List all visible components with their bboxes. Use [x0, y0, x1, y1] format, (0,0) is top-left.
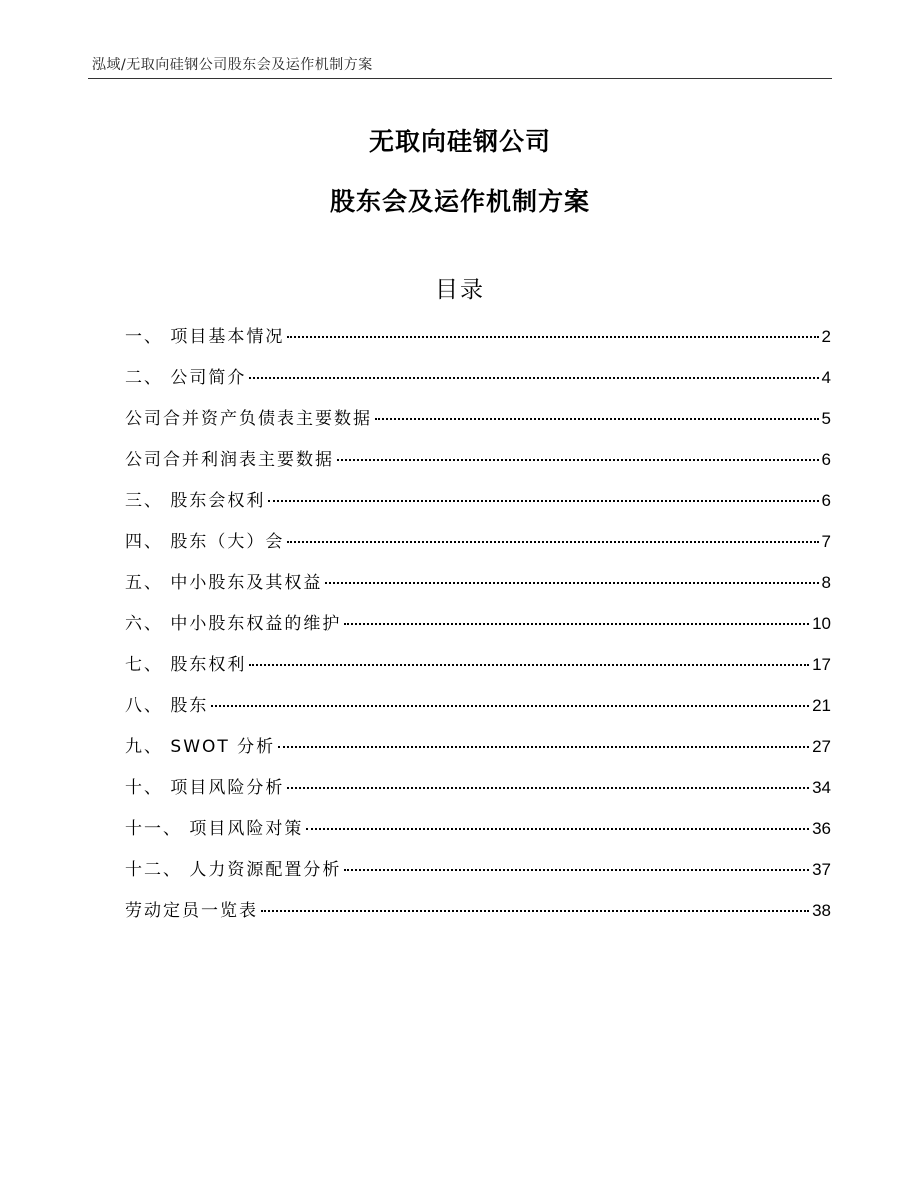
toc-entry-page: 4	[821, 368, 831, 387]
toc-entry[interactable]	[125, 814, 831, 855]
table-of-contents	[125, 322, 831, 937]
toc-dot-leader	[344, 869, 809, 871]
toc-dot-leader	[211, 705, 809, 707]
toc-entry-label: 六、 中小股东权益的维护	[125, 614, 342, 634]
toc-entry[interactable]	[125, 732, 831, 773]
toc-entry-label: 七、 股东权利	[125, 655, 247, 675]
toc-dot-leader	[268, 500, 818, 502]
toc-entry-label: 五、 中小股东及其权益	[125, 573, 323, 593]
toc-heading: 目录	[435, 277, 485, 303]
toc-entry[interactable]	[125, 445, 831, 486]
toc-dot-leader	[344, 623, 809, 625]
toc-entry-page: 6	[821, 450, 831, 469]
toc-entry-page: 7	[821, 532, 831, 551]
toc-entry-page: 10	[812, 614, 831, 633]
toc-entry-label: 三、 股东会权利	[125, 491, 266, 511]
toc-dot-leader	[287, 787, 809, 789]
toc-entry-page: 38	[812, 901, 831, 920]
toc-entry-label: 劳动定员一览表	[125, 901, 258, 921]
toc-dot-leader	[306, 828, 809, 830]
toc-entry-page: 8	[821, 573, 831, 592]
toc-entry-label: 十、 项目风险分析	[125, 778, 285, 798]
toc-dot-leader	[375, 418, 819, 420]
toc-entry-page: 27	[812, 737, 831, 756]
toc-dot-leader	[325, 582, 818, 584]
toc-entry[interactable]	[125, 773, 831, 814]
toc-dot-leader	[261, 910, 809, 912]
toc-entry-page: 37	[812, 860, 831, 879]
toc-entry-label: 公司合并资产负债表主要数据	[125, 409, 372, 429]
toc-entry-label: 十一、 项目风险对策	[125, 819, 304, 839]
toc-dot-leader	[287, 541, 818, 543]
document-title-line-2: 股东会及运作机制方案	[329, 187, 590, 216]
toc-entry-label: 九、 SWOT 分析	[125, 737, 276, 757]
document-title-line-1: 无取向硅钢公司	[368, 127, 551, 156]
toc-entry[interactable]	[125, 896, 831, 937]
toc-entry[interactable]	[125, 404, 831, 445]
toc-entry[interactable]	[125, 609, 831, 650]
toc-entry[interactable]	[125, 486, 831, 527]
toc-entry-label: 八、 股东	[125, 696, 209, 716]
toc-entry[interactable]	[125, 568, 831, 609]
toc-entry-label: 四、 股东（大）会	[125, 532, 285, 552]
toc-entry-page: 34	[812, 778, 831, 797]
toc-dot-leader	[249, 377, 818, 379]
toc-entry-page: 6	[821, 491, 831, 510]
toc-dot-leader	[337, 459, 819, 461]
toc-entry-label: 一、 项目基本情况	[125, 327, 285, 347]
header-divider	[88, 78, 832, 79]
running-header: 泓域/无取向硅钢公司股东会及运作机制方案	[92, 57, 373, 73]
toc-entry-label: 二、 公司简介	[125, 368, 247, 388]
toc-dot-leader	[287, 336, 818, 338]
toc-entry-page: 17	[812, 655, 831, 674]
toc-entry[interactable]	[125, 691, 831, 732]
toc-entry-page: 21	[812, 696, 831, 715]
toc-entry-label: 十二、 人力资源配置分析	[125, 860, 342, 880]
toc-entry[interactable]	[125, 650, 831, 691]
toc-entry[interactable]	[125, 322, 831, 363]
toc-entry-page: 36	[812, 819, 831, 838]
toc-entry-label: 公司合并利润表主要数据	[125, 450, 334, 470]
toc-entry-page: 2	[821, 327, 831, 346]
toc-dot-leader	[278, 746, 809, 748]
toc-entry[interactable]	[125, 855, 831, 896]
toc-entry-page: 5	[821, 409, 831, 428]
toc-entry[interactable]	[125, 527, 831, 568]
toc-entry[interactable]	[125, 363, 831, 404]
toc-dot-leader	[249, 664, 809, 666]
